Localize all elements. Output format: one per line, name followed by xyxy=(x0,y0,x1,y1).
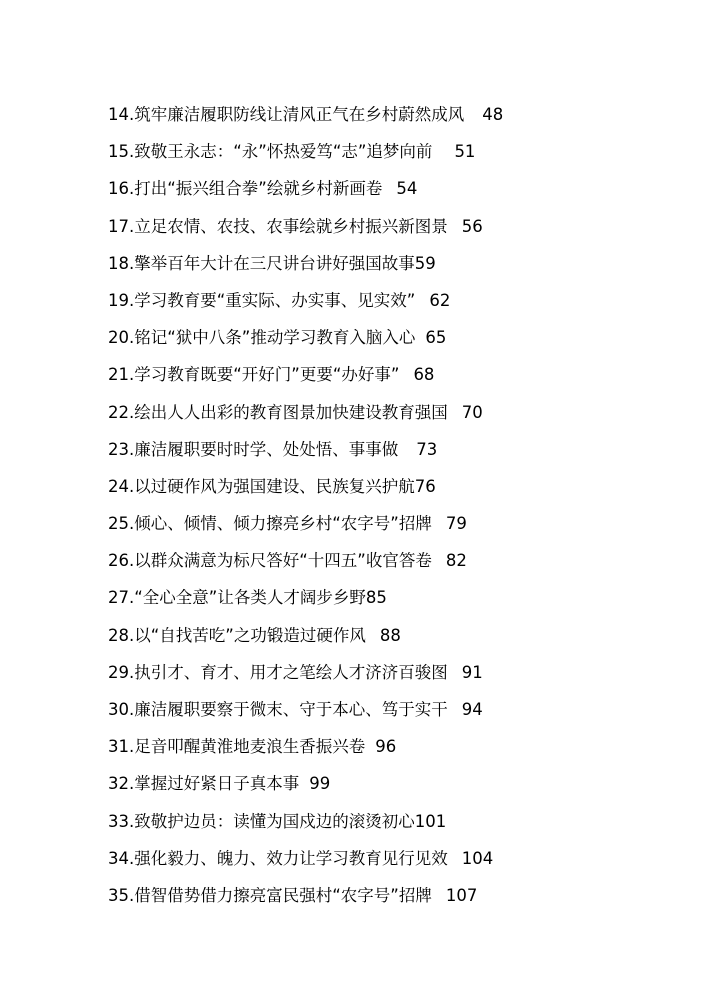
toc-entry-title: 25.倾心、倾情、倾力擦亮乡村“农字号”招牌 xyxy=(108,514,432,534)
toc-entry-title: 33.致敬护边员：读懂为国戍边的滚烫初心 xyxy=(108,811,415,831)
toc-entry-page-number: 82 xyxy=(445,551,467,571)
toc-entry-page-number: 51 xyxy=(454,142,476,162)
toc-entry-page-number: 73 xyxy=(416,439,438,459)
toc-entry xyxy=(108,400,668,437)
toc-entry xyxy=(108,548,668,585)
toc-entry-page-number: 59 xyxy=(414,253,436,273)
toc-entry-title: 17.立足农情、农技、农事绘就乡村振兴新图景 xyxy=(108,216,448,236)
toc-entry xyxy=(108,771,668,808)
toc-entry-title: 15.致敬王永志：“永”怀热爱笃“志”追梦向前 xyxy=(108,142,433,162)
toc-entry-title: 28.以“自找苦吃”之功锻造过硬作风 xyxy=(108,625,366,645)
toc-entry xyxy=(108,214,668,251)
toc-entry xyxy=(108,176,668,213)
toc-entry-page-number: 70 xyxy=(461,402,483,422)
toc-entry xyxy=(108,362,668,399)
toc-entry xyxy=(108,697,668,734)
toc-entry-page-number: 65 xyxy=(425,328,447,348)
toc-entry-title: 34.强化毅力、魄力、效力让学习教育见行见效 xyxy=(108,848,448,868)
toc-entry-page-number: 85 xyxy=(365,588,387,608)
toc-entry xyxy=(108,623,668,660)
toc-entry-title: 29.执引才、育才、用才之笔绘人才济济百骏图 xyxy=(108,662,448,682)
toc-entry xyxy=(108,585,668,622)
toc-entry-title: 31.足音叩醒黄淮地麦浪生香振兴卷 xyxy=(108,737,366,757)
table-of-contents xyxy=(108,102,668,920)
toc-entry xyxy=(108,251,668,288)
toc-entry-page-number: 79 xyxy=(445,514,467,534)
toc-entry-title: 16.打出“振兴组合拳”绘就乡村新画卷 xyxy=(108,179,383,199)
toc-entry-page-number: 104 xyxy=(461,848,494,868)
toc-entry-page-number: 94 xyxy=(461,700,483,719)
toc-entry-title: 20.铭记“狱中八条”推动学习教育入脑入心 xyxy=(108,328,416,348)
toc-entry xyxy=(108,734,668,771)
toc-entry xyxy=(108,809,668,846)
toc-entry xyxy=(108,325,668,362)
toc-entry-page-number: 88 xyxy=(379,625,401,645)
toc-entry-page-number: 76 xyxy=(414,476,436,496)
toc-entry-title: 19.学习教育要“重实际、办实事、见实效” xyxy=(108,290,416,310)
toc-entry-page-number: 99 xyxy=(309,774,331,794)
toc-entry-title: 27.“全心全意”让各类人才阔步乡野 xyxy=(108,588,366,608)
toc-entry-page-number: 91 xyxy=(461,662,483,682)
toc-entry xyxy=(108,102,668,139)
toc-entry-title: 30.廉洁履职要察于微末、守于本心、笃于实干 xyxy=(108,700,448,719)
toc-entry-title: 21.学习教育既要“开好门”更要“办好事” xyxy=(108,365,400,385)
toc-entry xyxy=(108,288,668,325)
toc-entry xyxy=(108,883,668,920)
toc-entry-page-number: 101 xyxy=(414,811,447,831)
toc-entry-title: 18.擎举百年大计在三尺讲台讲好强国故事 xyxy=(108,253,415,273)
toc-entry-page-number: 68 xyxy=(413,365,435,385)
toc-entry-title: 35.借智借势借力擦亮富民强村“农字号”招牌 xyxy=(108,885,432,905)
toc-entry-page-number: 48 xyxy=(482,105,504,124)
toc-entry-title: 14.筑牢廉洁履职防线让清风正气在乡村蔚然成风 xyxy=(108,105,465,124)
toc-entry-page-number: 107 xyxy=(445,885,478,905)
toc-entry xyxy=(108,437,668,474)
toc-entry xyxy=(108,511,668,548)
toc-entry-title: 23.廉洁履职要时时学、处处悟、事事做 xyxy=(108,439,399,459)
toc-entry xyxy=(108,474,668,511)
toc-entry xyxy=(108,660,668,697)
toc-entry-title: 24.以过硬作风为强国建设、民族复兴护航 xyxy=(108,476,415,496)
toc-entry-page-number: 54 xyxy=(396,179,418,199)
toc-entry-title: 22.绘出人人出彩的教育图景加快建设教育强国 xyxy=(108,402,448,422)
toc-entry-page-number: 62 xyxy=(429,290,451,310)
toc-entry-title: 32.掌握过好紧日子真本事 xyxy=(108,774,300,794)
toc-entry xyxy=(108,139,668,176)
toc-entry-title: 26.以群众满意为标尺答好“十四五”收官答卷 xyxy=(108,551,432,571)
toc-entry-page-number: 56 xyxy=(461,216,483,236)
toc-entry-page-number: 96 xyxy=(375,737,397,757)
toc-entry xyxy=(108,846,668,883)
